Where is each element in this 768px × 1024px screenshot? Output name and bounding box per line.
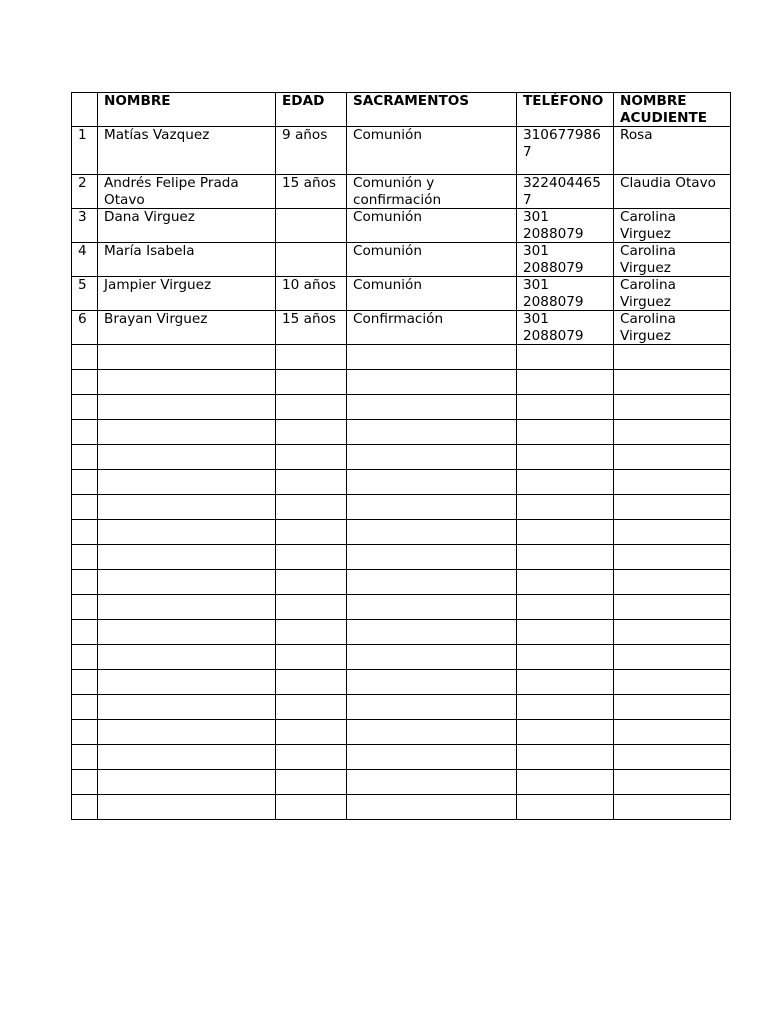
table-row bbox=[72, 209, 731, 243]
empty-cell bbox=[517, 545, 614, 570]
cell-sacraments: Comunión y confirmación bbox=[347, 175, 517, 209]
cell-phone: 301 2088079 bbox=[517, 243, 614, 277]
empty-table-row bbox=[72, 645, 731, 670]
empty-cell bbox=[276, 645, 347, 670]
table-row bbox=[72, 175, 731, 209]
empty-cell bbox=[614, 770, 731, 795]
empty-table-row bbox=[72, 470, 731, 495]
empty-cell bbox=[347, 620, 517, 645]
empty-table-row bbox=[72, 695, 731, 720]
cell-name: Jampier Virguez bbox=[98, 277, 276, 311]
empty-cell bbox=[614, 570, 731, 595]
empty-cell bbox=[276, 345, 347, 370]
empty-cell bbox=[72, 420, 98, 445]
empty-cell bbox=[517, 770, 614, 795]
empty-cell bbox=[276, 595, 347, 620]
table-row bbox=[72, 311, 731, 345]
empty-cell bbox=[72, 620, 98, 645]
table-row bbox=[72, 243, 731, 277]
cell-phone: 3224044657 bbox=[517, 175, 614, 209]
empty-cell bbox=[347, 795, 517, 820]
cell-age: 15 años bbox=[276, 311, 347, 345]
empty-cell bbox=[347, 445, 517, 470]
cell-number: 3 bbox=[72, 209, 98, 243]
empty-cell bbox=[276, 745, 347, 770]
empty-cell bbox=[72, 645, 98, 670]
empty-cell bbox=[347, 770, 517, 795]
empty-cell bbox=[72, 495, 98, 520]
empty-cell bbox=[72, 695, 98, 720]
empty-cell bbox=[614, 420, 731, 445]
empty-cell bbox=[347, 370, 517, 395]
empty-cell bbox=[98, 770, 276, 795]
cell-sacraments: Comunión bbox=[347, 277, 517, 311]
cell-sacraments: Comunión bbox=[347, 127, 517, 175]
empty-table-row bbox=[72, 795, 731, 820]
empty-table-row bbox=[72, 345, 731, 370]
empty-cell bbox=[72, 395, 98, 420]
empty-cell bbox=[347, 345, 517, 370]
cell-age bbox=[276, 243, 347, 277]
empty-cell bbox=[98, 545, 276, 570]
empty-cell bbox=[98, 520, 276, 545]
empty-cell bbox=[72, 570, 98, 595]
empty-cell bbox=[347, 670, 517, 695]
empty-cell bbox=[614, 670, 731, 695]
empty-cell bbox=[72, 370, 98, 395]
empty-cell bbox=[614, 645, 731, 670]
empty-cell bbox=[614, 795, 731, 820]
empty-cell bbox=[347, 695, 517, 720]
cell-phone: 3106779867 bbox=[517, 127, 614, 175]
empty-cell bbox=[72, 520, 98, 545]
empty-cell bbox=[276, 620, 347, 645]
empty-cell bbox=[347, 645, 517, 670]
empty-cell bbox=[98, 570, 276, 595]
empty-cell bbox=[276, 570, 347, 595]
empty-cell bbox=[98, 395, 276, 420]
empty-cell bbox=[517, 520, 614, 545]
cell-age: 15 años bbox=[276, 175, 347, 209]
cell-name: María Isabela bbox=[98, 243, 276, 277]
empty-cell bbox=[347, 495, 517, 520]
header-age: EDAD bbox=[276, 93, 347, 127]
empty-cell bbox=[276, 370, 347, 395]
empty-cell bbox=[517, 495, 614, 520]
empty-cell bbox=[614, 595, 731, 620]
empty-cell bbox=[347, 470, 517, 495]
empty-cell bbox=[276, 420, 347, 445]
empty-cell bbox=[347, 570, 517, 595]
empty-table-row bbox=[72, 545, 731, 570]
empty-cell bbox=[98, 445, 276, 470]
cell-guardian: Rosa bbox=[614, 127, 731, 175]
empty-cell bbox=[72, 770, 98, 795]
empty-cell bbox=[347, 745, 517, 770]
empty-table-row bbox=[72, 670, 731, 695]
empty-cell bbox=[98, 620, 276, 645]
empty-cell bbox=[98, 370, 276, 395]
empty-cell bbox=[517, 470, 614, 495]
empty-cell bbox=[517, 445, 614, 470]
empty-table-row bbox=[72, 720, 731, 745]
table-body bbox=[72, 127, 731, 820]
empty-cell bbox=[517, 570, 614, 595]
empty-cell bbox=[614, 520, 731, 545]
empty-cell bbox=[614, 345, 731, 370]
empty-table-row bbox=[72, 745, 731, 770]
empty-cell bbox=[517, 345, 614, 370]
empty-table-row bbox=[72, 420, 731, 445]
empty-cell bbox=[276, 545, 347, 570]
empty-cell bbox=[276, 720, 347, 745]
header-phone: TELÉFONO bbox=[517, 93, 614, 127]
empty-cell bbox=[614, 395, 731, 420]
empty-cell bbox=[517, 695, 614, 720]
empty-cell bbox=[614, 745, 731, 770]
empty-table-row bbox=[72, 445, 731, 470]
empty-cell bbox=[72, 545, 98, 570]
cell-age: 10 años bbox=[276, 277, 347, 311]
empty-cell bbox=[98, 695, 276, 720]
empty-cell bbox=[276, 695, 347, 720]
empty-cell bbox=[276, 770, 347, 795]
registration-table bbox=[71, 92, 731, 820]
empty-cell bbox=[98, 420, 276, 445]
empty-table-row bbox=[72, 395, 731, 420]
cell-guardian: Carolina Virguez bbox=[614, 311, 731, 345]
empty-cell bbox=[517, 595, 614, 620]
cell-guardian: Claudia Otavo bbox=[614, 175, 731, 209]
cell-name: Brayan Virguez bbox=[98, 311, 276, 345]
table-header-row bbox=[72, 93, 731, 127]
empty-cell bbox=[72, 670, 98, 695]
empty-cell bbox=[517, 795, 614, 820]
cell-number: 2 bbox=[72, 175, 98, 209]
empty-cell bbox=[517, 420, 614, 445]
empty-cell bbox=[347, 395, 517, 420]
empty-table-row bbox=[72, 620, 731, 645]
empty-cell bbox=[276, 470, 347, 495]
empty-cell bbox=[276, 670, 347, 695]
empty-cell bbox=[347, 420, 517, 445]
header-guardian-name: NOMBRE ACUDIENTE bbox=[614, 93, 731, 127]
cell-phone: 301 2088079 bbox=[517, 311, 614, 345]
empty-cell bbox=[98, 345, 276, 370]
empty-cell bbox=[517, 370, 614, 395]
cell-guardian: Carolina Virguez bbox=[614, 243, 731, 277]
cell-age: 9 años bbox=[276, 127, 347, 175]
cell-number: 5 bbox=[72, 277, 98, 311]
empty-cell bbox=[517, 670, 614, 695]
empty-cell bbox=[347, 720, 517, 745]
empty-table-row bbox=[72, 570, 731, 595]
empty-cell bbox=[276, 520, 347, 545]
header-sacraments: SACRAMENTOS bbox=[347, 93, 517, 127]
empty-cell bbox=[517, 645, 614, 670]
table-row bbox=[72, 127, 731, 175]
table-row bbox=[72, 277, 731, 311]
empty-table-row bbox=[72, 495, 731, 520]
empty-cell bbox=[98, 745, 276, 770]
empty-cell bbox=[72, 595, 98, 620]
empty-table-row bbox=[72, 370, 731, 395]
cell-guardian: Carolina Virguez bbox=[614, 209, 731, 243]
cell-age bbox=[276, 209, 347, 243]
cell-name: Matías Vazquez bbox=[98, 127, 276, 175]
cell-sacraments: Comunión bbox=[347, 243, 517, 277]
empty-cell bbox=[98, 795, 276, 820]
empty-cell bbox=[614, 720, 731, 745]
empty-cell bbox=[72, 745, 98, 770]
empty-cell bbox=[517, 620, 614, 645]
empty-cell bbox=[276, 445, 347, 470]
header-name: NOMBRE bbox=[98, 93, 276, 127]
empty-table-row bbox=[72, 770, 731, 795]
cell-number: 4 bbox=[72, 243, 98, 277]
empty-table-row bbox=[72, 595, 731, 620]
empty-cell bbox=[98, 720, 276, 745]
empty-cell bbox=[72, 470, 98, 495]
cell-number: 1 bbox=[72, 127, 98, 175]
cell-sacraments: Confirmación bbox=[347, 311, 517, 345]
cell-phone: 301 2088079 bbox=[517, 277, 614, 311]
empty-cell bbox=[276, 395, 347, 420]
cell-name: Dana Virguez bbox=[98, 209, 276, 243]
empty-cell bbox=[614, 370, 731, 395]
empty-cell bbox=[276, 495, 347, 520]
empty-cell bbox=[614, 445, 731, 470]
cell-number: 6 bbox=[72, 311, 98, 345]
empty-cell bbox=[517, 745, 614, 770]
empty-cell bbox=[347, 520, 517, 545]
empty-cell bbox=[614, 545, 731, 570]
empty-cell bbox=[614, 470, 731, 495]
empty-cell bbox=[98, 595, 276, 620]
cell-sacraments: Comunión bbox=[347, 209, 517, 243]
empty-cell bbox=[98, 645, 276, 670]
empty-cell bbox=[98, 670, 276, 695]
empty-cell bbox=[98, 495, 276, 520]
empty-cell bbox=[517, 720, 614, 745]
empty-cell bbox=[98, 470, 276, 495]
empty-cell bbox=[72, 720, 98, 745]
empty-cell bbox=[347, 595, 517, 620]
empty-table-row bbox=[72, 520, 731, 545]
empty-cell bbox=[72, 445, 98, 470]
header-number bbox=[72, 93, 98, 127]
empty-cell bbox=[72, 345, 98, 370]
empty-cell bbox=[614, 695, 731, 720]
empty-cell bbox=[614, 495, 731, 520]
empty-cell bbox=[347, 545, 517, 570]
cell-name: Andrés Felipe Prada Otavo bbox=[98, 175, 276, 209]
empty-cell bbox=[276, 795, 347, 820]
empty-cell bbox=[614, 620, 731, 645]
empty-cell bbox=[72, 795, 98, 820]
empty-cell bbox=[517, 395, 614, 420]
cell-guardian: Carolina Virguez bbox=[614, 277, 731, 311]
cell-phone: 301 2088079 bbox=[517, 209, 614, 243]
